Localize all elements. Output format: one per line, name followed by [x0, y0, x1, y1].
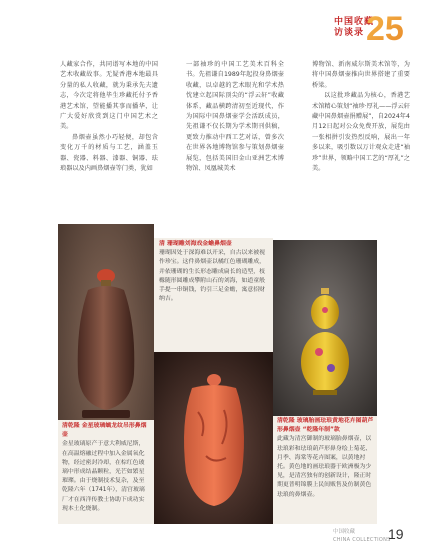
yellow-enamel-bottle-caption — [277, 417, 374, 500]
masthead-line1: 中国收藏 — [334, 17, 375, 27]
coral-bottle-photo — [154, 238, 273, 524]
masthead-number-logo — [366, 12, 404, 44]
caption-title: 清 珊瑚雕刘海戏金蟾鼻烟壶 — [159, 241, 232, 247]
article-body — [60, 60, 410, 220]
text-column-1 — [60, 60, 158, 174]
yellow-enamel-bottle-photo — [273, 240, 377, 524]
paragraph: 博物馆、新南威尔斯美术馆等，为将中国鼻烟壶推向世界搭建了重要桥梁。 — [312, 61, 410, 89]
caption-title: 清乾隆 金星玻璃螭龙纹吊形鼻烟壶 — [62, 423, 147, 439]
text-column-3 — [312, 60, 410, 174]
page-number: 19 — [388, 526, 404, 542]
coral-bottle-image — [154, 352, 273, 524]
caption-body: 金星玻璃原产于意大利威尼斯，在高温熔融过程中加入金属氧化物，经过密封冷却，在棕红色玻璃中形成结晶颗粒，光芒如繁星璀璨。由于烧制技术复杂，及至乾隆六年（1741年），清宫玻璃厂才在西洋传教士协助下成功实现本土化烧制。 — [62, 441, 145, 512]
footer-magazine-cn: 中国收藏 — [333, 529, 356, 535]
caption-body: 此藏为清宫御制的玻璃胎鼻烟壶，以珐琅彩和珐琅葫芦形鼻身绘上菊花、月季、海棠等花卉图案，以黄地衬托。黄色地的画珐琅器于欧洲极为少见，是清宫独有的创新设计，隆正时期更普明锦膜上民间贩售及仿制黄色珐琅的鼻烟壶。 — [277, 436, 372, 498]
paragraph: 以这批珍藏品为核心，香港艺术馆精心策划“袖珍·厚礼——浮云轩藏中国鼻烟壶捐赠展”，自2024年4月12日起对公众免费开放，展览由一张相拼引发热烈反响，展出一年多以来，吸引数以万计观众走进“袖珍”世界，领略中国工艺的“厚礼”之美。 — [312, 92, 410, 173]
caption-title: 清乾隆 玻璃胎画珐琅黄地花卉图葫芦形鼻烟壶 “乾隆年制”款 — [277, 418, 374, 434]
text-column-2 — [186, 60, 284, 174]
masthead — [0, 0, 427, 60]
masthead-number: 25 — [366, 12, 404, 44]
gold-star-glass-bottle-caption — [62, 422, 150, 514]
coral-bottle-caption — [159, 240, 269, 304]
paragraph: 鼻烟壶虽然小巧轻便，却包含变化万千的材质与工艺，涵盖玉器、瓷器、料器、漆器、铜器、珐琅器以及内画鼻烟壶等门类，犹如 — [60, 133, 158, 173]
gold-star-glass-bottle-photo — [58, 224, 154, 524]
masthead-line2: 访谈录 — [334, 28, 365, 38]
footer-magazine-en: CHINA COLLECTIONS — [333, 537, 391, 543]
paragraph: 人藏家合作，共同谱写本地的中国艺术收藏故事。无疑香港本地最具分量的私人收藏，就为秉承先夫遗志，今次定将他毕生珍藏托付予香港艺术馆，望能播其事而播华，让广大爱好欣赏到这门中国艺术之美。 — [60, 61, 158, 131]
caption-body: 珊瑚因处于深海难以开采，自古以来被视作珍宝。这件鼻烟壶以橘红色珊瑚雕成，并依珊瑚的生长形态雕成扁长的造型，枝橼随形圆雕成攀附山石的刘海，如道童般手提一串铜钱，钓引三足金蟾，寓意招财纳吉。 — [159, 250, 266, 303]
paragraph: 一部袖珍的中国工艺美术百科全书。先祖谦自1989年起投身鼻烟壶收藏，以卓越的艺术眼光和学术热忱建立起国际顶尖的“浮云轩”收藏体系，藏品横跨清初至近现代，作为国际中国鼻烟壶学会活跃成员，先祖谦不仅长期为学术期刊供稿，更致力推动中西工艺对话，曾多次在世界各地博物馆参与策划鼻烟壶展览，包括美国旧金山亚洲艺术博物馆、凤凰城美术 — [186, 61, 284, 173]
